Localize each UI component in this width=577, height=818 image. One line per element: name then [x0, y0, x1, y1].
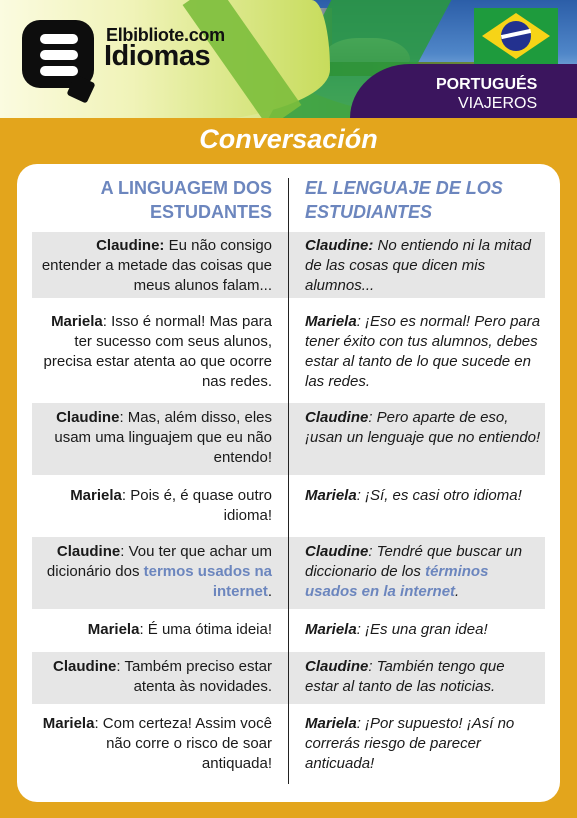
speaker-name: Claudine [305, 543, 369, 560]
speaker-name: Mariela [42, 715, 95, 732]
speaker-name: Mariela [51, 313, 103, 330]
language-tag: PORTUGUÉS [436, 76, 538, 93]
portuguese-column-heading: A LINGUAGEM DOS ESTUDANTES [100, 178, 272, 222]
column-divider [288, 178, 289, 784]
spanish-line: Mariela: ¡Eso es normal! Pero para tener éxito con tus alumnos, debes estar al tanto de lo que sucede en las redes. [305, 313, 541, 390]
spanish-line: Mariela: ¡Es una gran idea! [305, 621, 488, 638]
speaker-name: Mariela [87, 621, 140, 638]
speaker-name: Mariela [305, 715, 357, 732]
portuguese-line: Claudine: Mas, além disso, eles usam uma linguajem que eu não entendo! [54, 409, 272, 466]
category-tag: VIAJEROS [458, 95, 538, 112]
portuguese-line: Mariela: É uma ótima ideia! [87, 621, 272, 638]
spanish-line: Mariela: ¡Por supuesto! ¡Así no correrás riesgo de parecer anticuada! [305, 715, 515, 772]
brand-name: Idiomas [104, 40, 211, 72]
brazil-flag-icon [474, 8, 558, 64]
highlight-term: términos usados en la internet [305, 563, 489, 600]
highlight-term: termos usados na internet [143, 563, 272, 600]
spanish-line: Claudine: Tendré que buscar un diccionario de los términos usados en la internet. [305, 543, 523, 600]
spanish-line: Mariela: ¡Sí, es casi otro idioma! [305, 487, 522, 504]
speaker-name: Claudine [56, 409, 120, 426]
speaker-name: Claudine [53, 658, 117, 675]
speaker-name: Claudine [305, 237, 369, 254]
spanish-column-heading: EL LENGUAJE DE LOS ESTUDIANTES [305, 178, 503, 222]
portuguese-line: Mariela: Isso é normal! Mas para ter sucesso com seus alunos, precisa estar atenta ao que ocorre nas redes. [43, 313, 272, 390]
speaker-name: Claudine [96, 237, 160, 254]
speaker-name: Claudine [305, 409, 369, 426]
speaker-name: Mariela [70, 487, 122, 504]
brand-site: Elbibliote.com [106, 25, 225, 45]
portuguese-line: Mariela: Com certeza! Assim você não corre o risco de soar antiquada! [42, 715, 272, 772]
speaker-name: Mariela [305, 313, 357, 330]
speaker-name: Claudine [305, 658, 369, 675]
spanish-line: Claudine: También tengo que estar al tanto de las noticias. [305, 658, 505, 695]
portuguese-line: Claudine: Eu não consigo entender a metade das coisas que meus alunos falam... [41, 237, 272, 294]
portuguese-line: Claudine: Também preciso estar atenta às novidades. [53, 658, 272, 695]
portuguese-line: Claudine: Vou ter que achar um dicionário dos termos usados na internet. [46, 543, 272, 600]
speaker-name: Mariela [305, 621, 357, 638]
spanish-line: Claudine: No entiendo ni la mitad de las cosas que dicen mis alumnos... [305, 237, 531, 294]
portuguese-line: Mariela: Pois é, é quase outro idioma! [70, 487, 272, 524]
speaker-name: Mariela [305, 487, 357, 504]
book-speech-bubble-icon [22, 20, 94, 88]
header-banner [0, 0, 577, 118]
speaker-name: Claudine [56, 543, 121, 560]
spanish-line: Claudine: Pero aparte de eso, ¡usan un lenguaje que no entiendo! [305, 409, 541, 446]
page-title: Conversación [199, 124, 378, 154]
